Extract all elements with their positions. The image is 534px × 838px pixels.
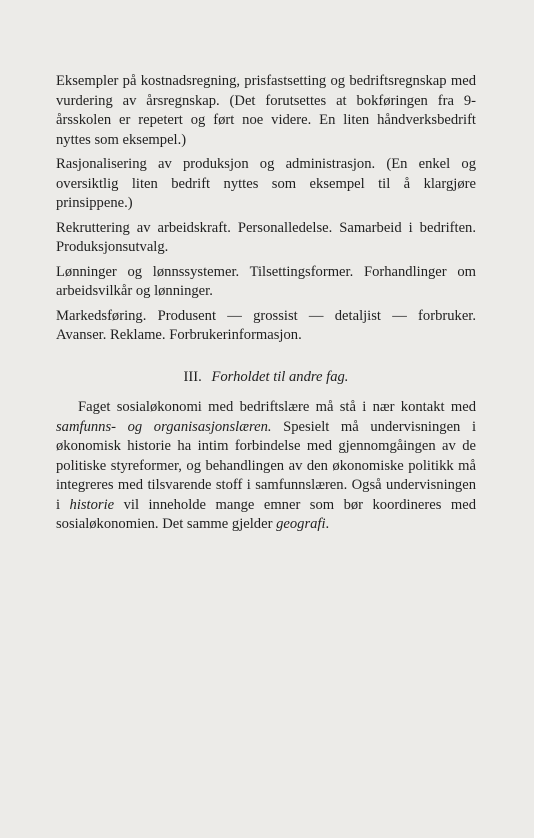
list-item: Rasjonalisering av produksjon og administrasjon. (En enkel og oversiktlig liten bedrift nyttes som eksempel til å klargjøre prinsippene.) [56,156,476,211]
list-item: Lønninger og lønnssystemer. Tilsettingsformer. Forhandlinger om arbeidsvilkår og lønninger. [56,263,476,299]
list-item: Eksempler på kostnadsregning, prisfastsetting og bedriftsregnskap med vurdering av årsregnskap. (Det forutsettes at bokføringen fra 9-årsskolen er repetert og ført noe videre. En liten håndverksbedrift nyttes som eksempel.) [56,73,476,148]
section-number: III. [183,368,202,385]
body-emphasis-2: historie [69,496,115,513]
body-text-2: Spesielt må undervisningen i økonomisk historie ha intim forbindelse med gjennomgåingen av de politiske styreformer, og behandlingen av den økonomiske politikk må integreres med tilsvarende stoff i samfunnslæren. Også undervisningen i [56,418,476,513]
list-item: Markedsføring. Produsent — grossist — detaljist — forbruker. Avanser. Reklame. Forbrukerinformasjon. [56,307,476,343]
body-paragraph [56,398,476,535]
body-text-3: vil inneholde mange emner som bør koordineres med sosialøkonomien. Det samme gjelder [56,496,476,532]
body-emphasis-3: geografi [276,516,326,532]
body-text-end: . [325,516,330,532]
page-content [56,72,476,535]
section-heading [56,368,476,388]
body-text-1: Faget sosialøkonomi med bedriftslære må stå i nær kontakt med [78,399,476,415]
list-item: Rekruttering av arbeidskraft. Personalledelse. Samarbeid i bedriften. Produksjonsutvalg. [56,219,476,255]
body-emphasis-1: samfunns- og organisasjonslæren. [56,418,272,435]
section-title: Forholdet til andre fag. [211,368,349,385]
